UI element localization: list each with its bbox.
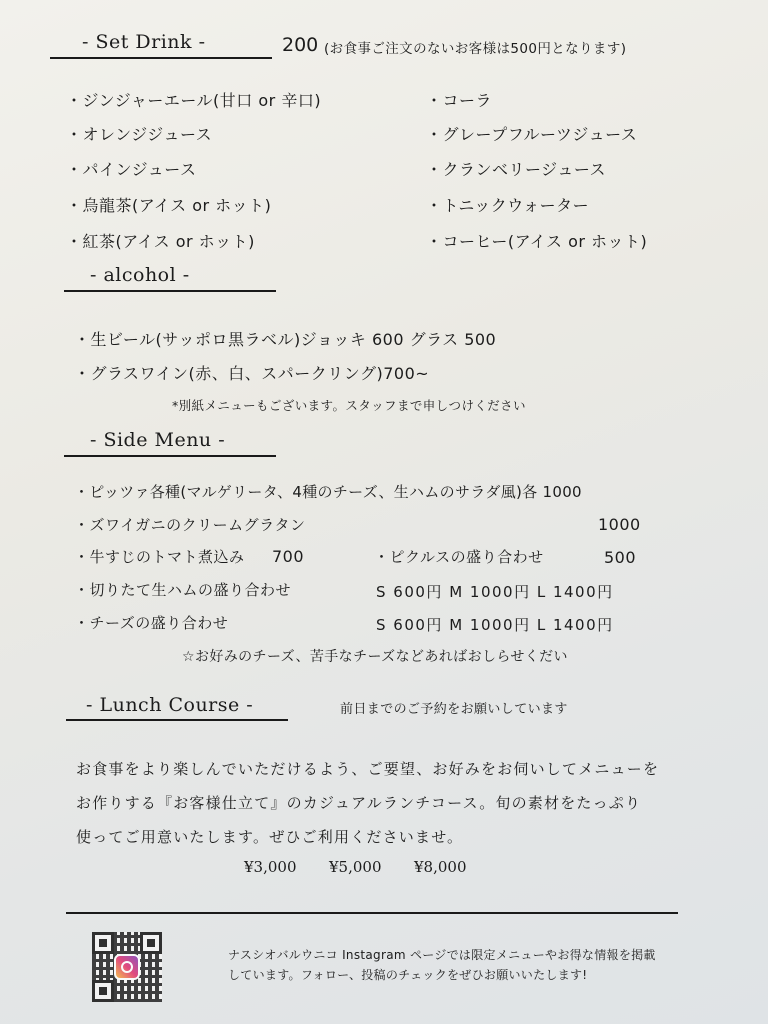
set-drink-price-note: (お食事ご注文のないお客様は500円となります)	[324, 41, 627, 57]
drink-item-cola: ・コーラ	[426, 91, 493, 110]
alcohol-item-wine: ・グラスワイン(赤、白、スパークリング)700~	[74, 364, 430, 383]
lunch-price-8000: ¥8,000	[414, 858, 467, 876]
side-item-ham-price: S 600円 M 1000円 L 1400円	[376, 583, 614, 601]
footer-text-line-1: ナスシオバルウニコ Instagram ページでは限定メニューやお得な情報を掲載	[228, 948, 656, 962]
drink-item-oolong: ・烏龍茶(アイス or ホット)	[66, 196, 272, 215]
lunch-description-line-1: お食事をより楽しんでいただけるよう、ご要望、お好みをお伺いしてメニューを	[76, 760, 660, 778]
alcohol-rule	[64, 290, 276, 292]
side-item-stew: ・牛すじのトマト煮込み	[74, 548, 245, 566]
drink-item-ginger-ale: ・ジンジャーエール(甘口 or 辛口)	[66, 91, 322, 110]
alcohol-item-beer: ・生ビール(サッポロ黒ラベル)ジョッキ 600 グラス 500	[74, 330, 497, 349]
lunch-price-5000: ¥5,000	[329, 858, 382, 876]
qr-finder-top-left	[92, 932, 114, 954]
side-item-gratin-price: 1000	[598, 515, 641, 534]
side-item-pickles: ・ピクルスの盛り合わせ	[374, 548, 544, 566]
qr-code-icon[interactable]	[92, 932, 162, 1002]
footer-rule	[66, 912, 678, 914]
lunch-reservation-note: 前日までのご予約をお願いしています	[340, 702, 568, 717]
lunch-rule	[66, 719, 288, 721]
set-drink-heading: - Set Drink -	[82, 31, 206, 53]
qr-finder-top-right	[140, 932, 162, 954]
lunch-price-3000: ¥3,000	[244, 858, 297, 876]
instagram-icon	[114, 954, 140, 980]
qr-finder-bottom-left	[92, 980, 114, 1002]
drink-item-orange: ・オレンジジュース	[66, 125, 213, 144]
set-drink-price: 200	[282, 34, 319, 56]
side-menu-heading: - Side Menu -	[90, 429, 226, 451]
side-cheese-note: ☆お好みのチーズ、苦手なチーズなどあればおしらせくだい	[182, 649, 568, 665]
side-item-gratin: ・ズワイガニのクリームグラタン	[74, 516, 306, 534]
drink-item-tonic: ・トニックウォーター	[426, 196, 590, 215]
lunch-description-line-2: お作りする『お客様仕立て』のカジュアルランチコース。旬の素材をたっぷり	[76, 794, 642, 812]
alcohol-note: *別紙メニューもございます。スタッフまで申しつけください	[172, 398, 526, 413]
lunch-heading: - Lunch Course -	[86, 694, 254, 716]
side-item-stew-price: 700	[272, 547, 305, 566]
drink-item-cranberry: ・クランベリージュース	[426, 160, 607, 179]
lunch-description-line-3: 使ってご用意いたします。ぜひご利用くださいませ。	[76, 828, 464, 846]
side-menu-rule	[64, 455, 276, 457]
side-item-cheese-price: S 600円 M 1000円 L 1400円	[376, 616, 614, 634]
side-item-pickles-price: 500	[604, 548, 637, 567]
drink-item-tea: ・紅茶(アイス or ホット)	[66, 232, 255, 251]
set-drink-rule	[50, 57, 272, 59]
footer-text-line-2: しています。フォロー、投稿のチェックをぜひお願いいたします!	[228, 968, 588, 982]
drink-item-grapefruit: ・グレープフルーツジュース	[426, 125, 638, 144]
side-item-ham: ・切りたて生ハムの盛り合わせ	[74, 581, 292, 599]
side-item-cheese: ・チーズの盛り合わせ	[74, 614, 229, 632]
side-item-pizza: ・ピッツァ各種(マルゲリータ、4種のチーズ、生ハムのサラダ風)各 1000	[74, 483, 582, 501]
alcohol-heading: - alcohol -	[90, 264, 190, 286]
drink-item-coffee: ・コーヒー(アイス or ホット)	[426, 232, 648, 251]
drink-item-pineapple: ・パインジュース	[66, 160, 197, 179]
